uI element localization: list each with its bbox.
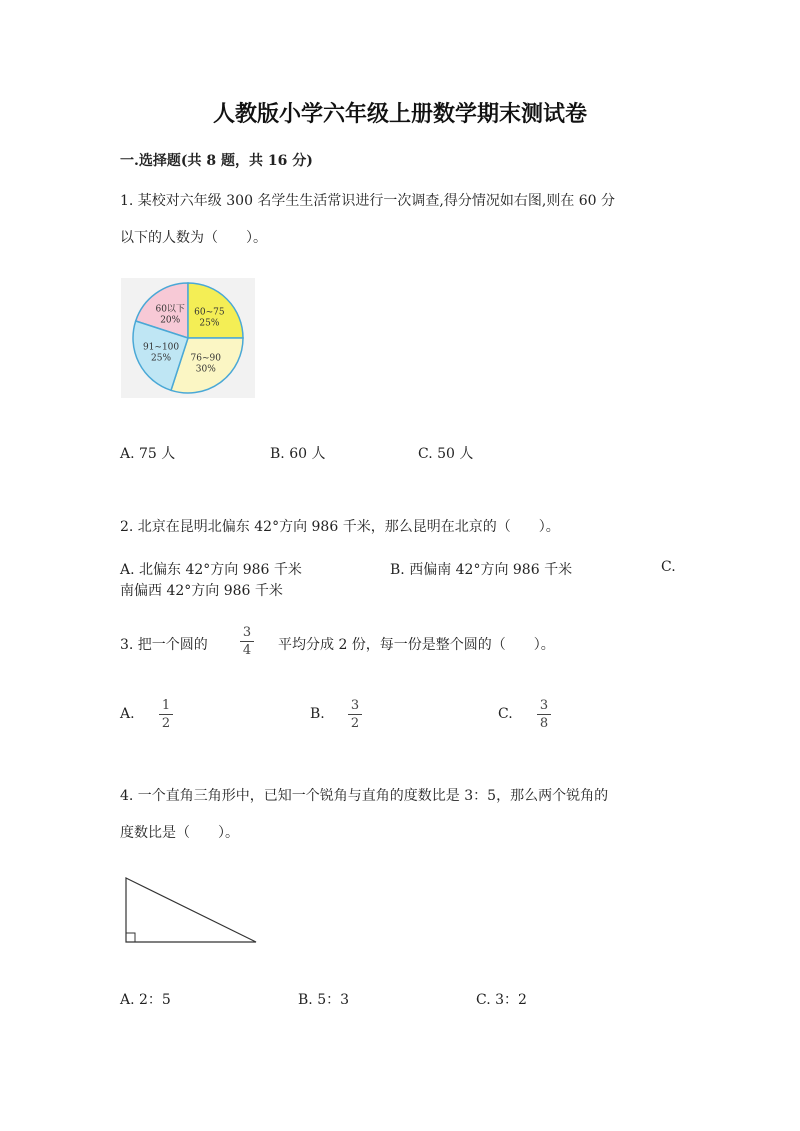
q1-option-b: B. 60 人 bbox=[270, 446, 326, 462]
fraction-bar bbox=[537, 714, 551, 715]
fraction-bar bbox=[159, 714, 173, 715]
fraction-denominator: 8 bbox=[539, 716, 549, 731]
q3-suffix: 平均分成 2 份，每一份是整个圆的（ ）。 bbox=[278, 637, 555, 653]
pie-slice-value-label: 25% bbox=[199, 318, 220, 329]
fraction-denominator: 2 bbox=[350, 716, 360, 731]
fraction-bar bbox=[348, 714, 362, 715]
pie-slice-label: 91~100 bbox=[142, 342, 180, 353]
pie-slice-label: 76~90 bbox=[190, 353, 222, 364]
q3-option-a-label: A. bbox=[120, 706, 135, 722]
fraction-numerator: 3 bbox=[539, 698, 549, 713]
q1-line1: 1. 某校对六年级 300 名学生生活常识进行一次调查,得分情况如右图,则在 60 分 bbox=[120, 193, 616, 209]
q2-option-c-text: 南偏西 42°方向 986 千米 bbox=[120, 583, 283, 599]
q3-option-a-fraction bbox=[157, 698, 175, 731]
pie-slice-value-label: 25% bbox=[151, 353, 172, 364]
fraction-denominator: 4 bbox=[242, 643, 252, 658]
q2-option-a: A. 北偏东 42°方向 986 千米 bbox=[120, 562, 302, 578]
pie-slice-value-label: 20% bbox=[160, 315, 181, 326]
right-triangle bbox=[126, 878, 256, 942]
q3-option-c-fraction bbox=[535, 698, 553, 731]
fraction-numerator: 1 bbox=[161, 698, 171, 713]
fraction-denominator: 2 bbox=[161, 716, 171, 731]
fraction-bar bbox=[240, 641, 254, 642]
q3-option-b-fraction bbox=[346, 698, 364, 731]
q3-prefix: 3. 把一个圆的 bbox=[120, 637, 208, 653]
right-angle-marker bbox=[126, 933, 135, 942]
page-title: 人教版小学六年级上册数学期末测试卷 bbox=[212, 101, 587, 127]
q2-option-b: B. 西偏南 42°方向 986 千米 bbox=[390, 562, 573, 578]
fraction-numerator: 3 bbox=[242, 625, 252, 640]
q4-line1: 4. 一个直角三角形中，已知一个锐角与直角的度数比是 3：5，那么两个锐角的 bbox=[120, 788, 609, 804]
pie-chart-panel bbox=[121, 278, 255, 398]
pie-slice-label: 60以下 bbox=[155, 304, 185, 315]
fraction-numerator: 3 bbox=[350, 698, 360, 713]
pie-chart bbox=[121, 278, 255, 398]
q4-option-c: C. 3：2 bbox=[476, 992, 527, 1008]
q3-option-b-label: B. bbox=[310, 706, 325, 722]
q1-line2: 以下的人数为（ ）。 bbox=[120, 230, 267, 246]
pie-slice-value-label: 30% bbox=[195, 364, 216, 375]
q1-option-c: C. 50 人 bbox=[418, 446, 474, 462]
q2-option-c-label: C. bbox=[661, 559, 676, 575]
q3-fraction bbox=[238, 625, 256, 658]
pie-slice-label: 60~75 bbox=[194, 307, 225, 318]
q4-option-b: B. 5：3 bbox=[298, 992, 350, 1008]
q2-line1: 2. 北京在昆明北偏东 42°方向 986 千米，那么昆明在北京的（ ）。 bbox=[120, 519, 560, 535]
right-triangle-figure bbox=[120, 872, 262, 948]
q4-line2: 度数比是（ ）。 bbox=[120, 825, 239, 841]
q3-option-c-label: C. bbox=[498, 706, 513, 722]
q4-option-a: A. 2：5 bbox=[120, 992, 171, 1008]
q1-option-a: A. 75 人 bbox=[120, 446, 176, 462]
section-heading: 一.选择题(共 8 题，共 16 分) bbox=[120, 153, 313, 169]
